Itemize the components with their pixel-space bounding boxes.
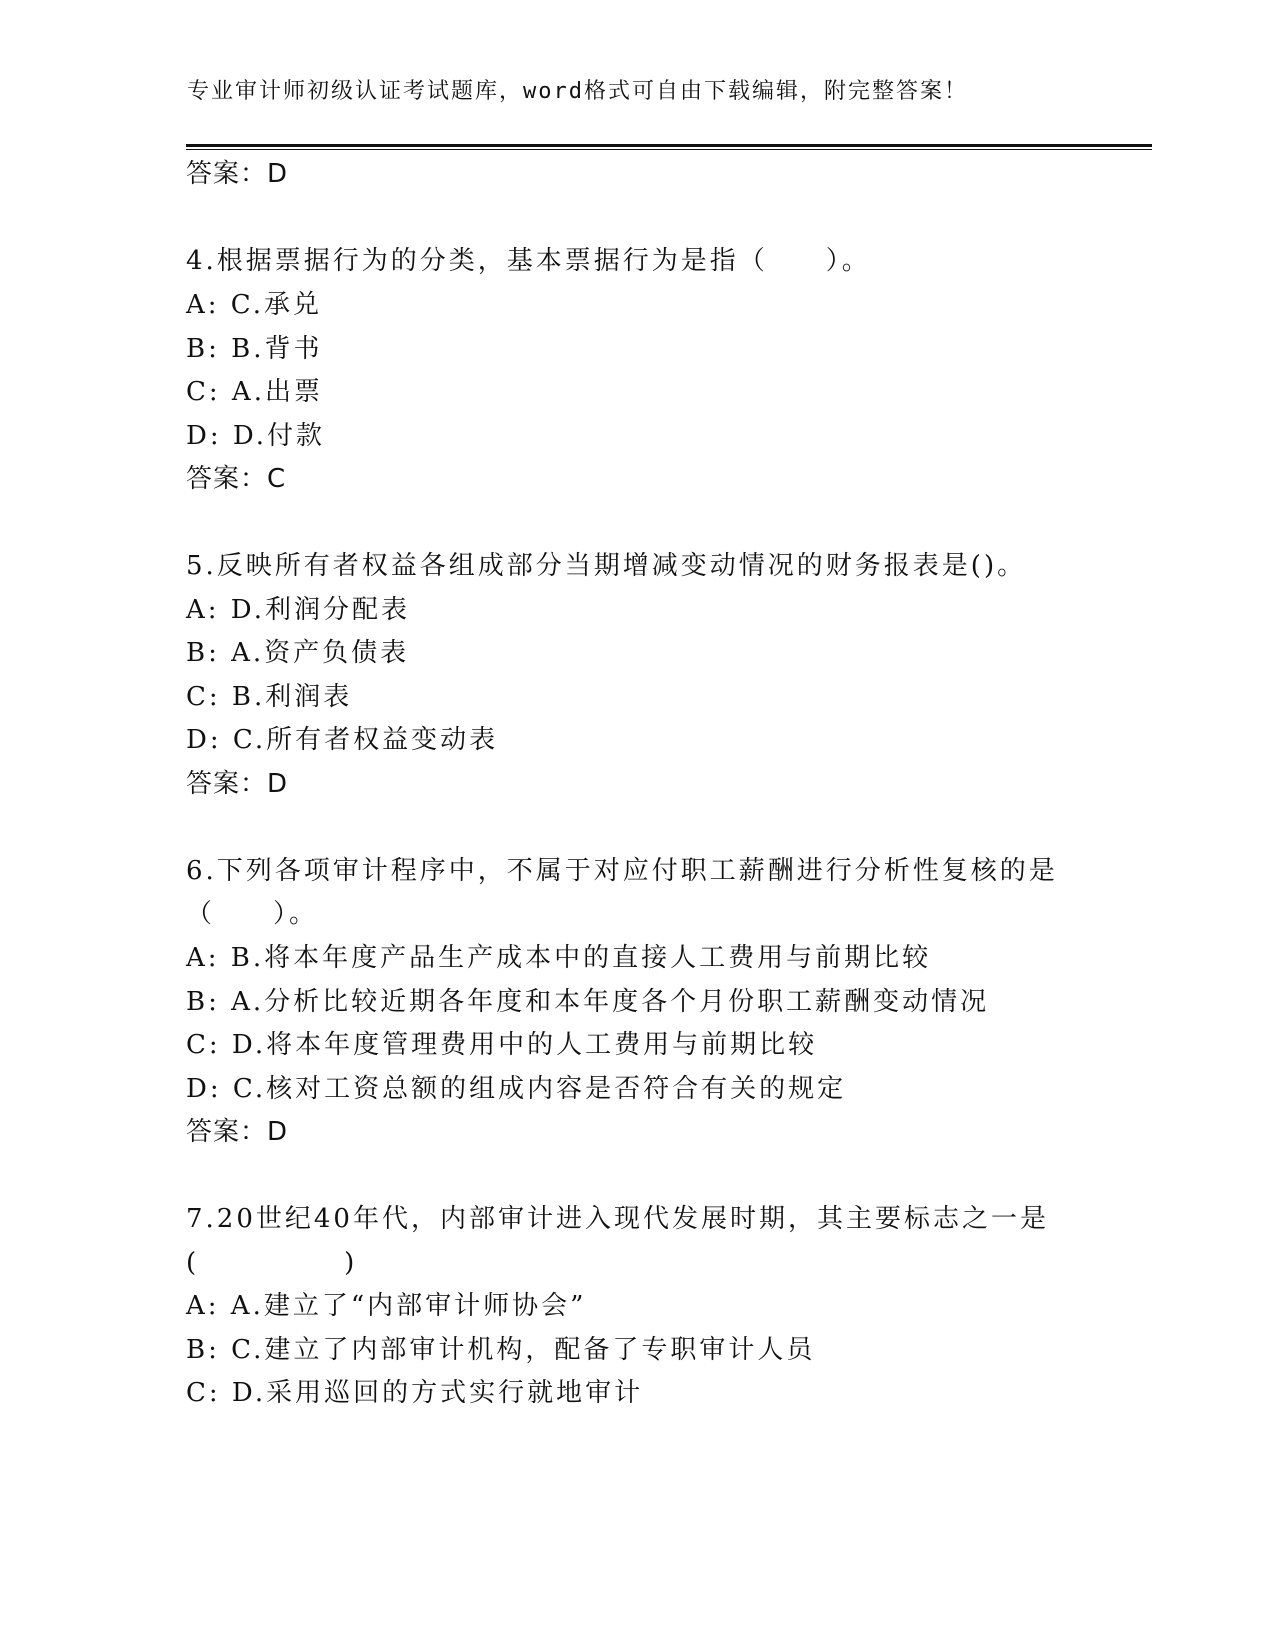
question-6-stem-cont: （ ）。 [186,899,319,929]
question-4-option-b: B: B.背书 [186,334,323,364]
question-7-option-c: C: D.采用巡回的方式实行就地审计 [186,1378,644,1408]
question-6-option-c: C: D.将本年度管理费用中的人工费用与前期比较 [186,1030,818,1060]
question-7-stem-cont: ( ) [186,1248,358,1278]
question-4-option-c: C: A.出票 [186,377,323,407]
question-6-stem: 6.下列各项审计程序中，不属于对应付职工薪酬进行分析性复核的是 [186,856,1058,886]
question-5-option-c: C: B.利润表 [186,682,353,712]
question-5-answer: 答案：D [186,769,289,799]
question-4-answer: 答案：C [186,464,287,494]
question-5-option-b: B: A.资产负债表 [186,638,410,668]
question-6-option-a: A: B.将本年度产品生产成本中的直接人工费用与前期比较 [186,943,932,973]
question-7-option-b: B: C.建立了内部审计机构，配备了专职审计人员 [186,1335,816,1365]
question-5-option-d: D: C.所有者权益变动表 [186,725,499,755]
header-divider-thick [186,144,1152,147]
question-7-stem: 7.20世纪40年代，内部审计进入现代发展时期，其主要标志之一是 [186,1204,1049,1234]
question-6-option-d: D: C.核对工资总额的组成内容是否符合有关的规定 [186,1074,847,1104]
question-5-stem: 5.反映所有者权益各组成部分当期增减变动情况的财务报表是()。 [186,551,1027,581]
question-7-option-a: A: A.建立了“内部审计师协会” [186,1291,587,1321]
question-6-answer: 答案：D [186,1117,289,1147]
question-4-option-a: A: C.承兑 [186,290,323,320]
page-header: 专业审计师初级认证考试题库，word格式可自由下载编辑，附完整答案！ [187,79,968,104]
answer-prev: 答案：D [186,159,289,189]
question-6-option-b: B: A.分析比较近期各年度和本年度各个月份职工薪酬变动情况 [186,987,990,1017]
header-divider-thin [186,149,1152,150]
question-4-option-d: D: D.付款 [186,421,326,451]
question-4-stem: 4.根据票据行为的分类，基本票据行为是指（ ）。 [186,246,871,276]
question-5-option-a: A: D.利润分配表 [186,595,410,625]
